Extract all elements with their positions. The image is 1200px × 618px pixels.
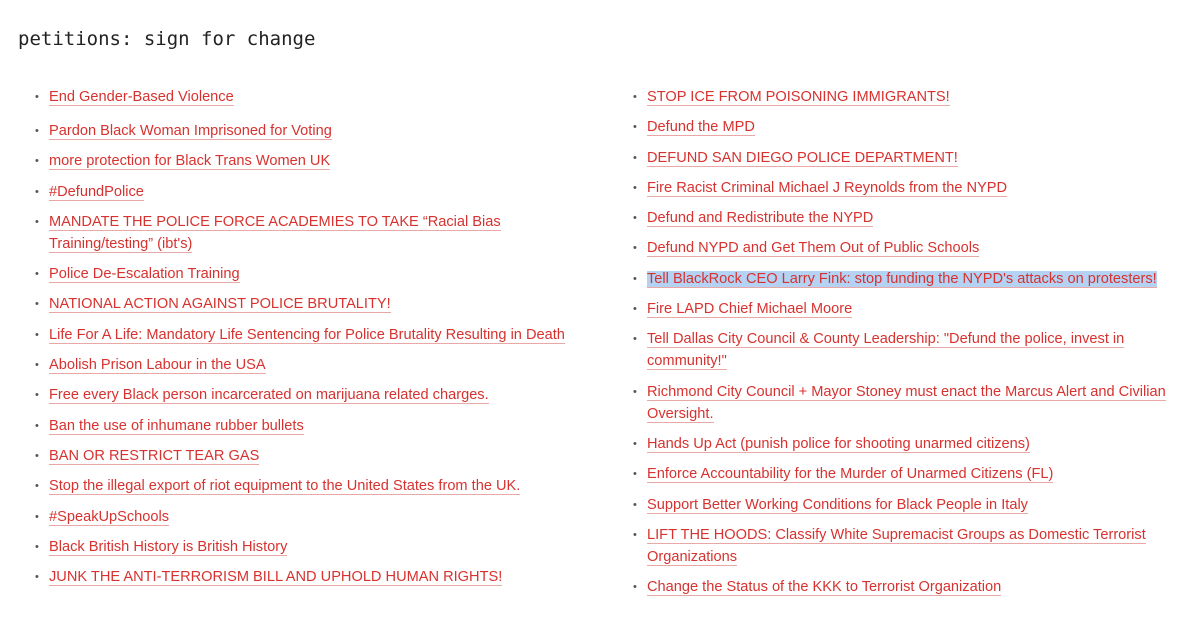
bullet-icon: • bbox=[633, 303, 637, 316]
petition-link[interactable]: Support Better Working Conditions for Black People in Italy bbox=[647, 496, 1028, 513]
list-item bbox=[633, 298, 1193, 320]
list-item bbox=[35, 445, 595, 467]
bullet-icon: • bbox=[35, 571, 39, 584]
list-item bbox=[35, 120, 595, 142]
bullet-icon: • bbox=[35, 268, 39, 281]
bullet-icon: • bbox=[35, 155, 39, 168]
petition-link[interactable]: Fire LAPD Chief Michael Moore bbox=[647, 301, 853, 318]
list-item bbox=[633, 381, 1193, 425]
bullet-icon: • bbox=[35, 328, 39, 341]
petition-link[interactable]: Defund the MPD bbox=[647, 119, 755, 136]
petition-link[interactable]: BAN OR RESTRICT TEAR GAS bbox=[49, 447, 260, 464]
petition-link[interactable]: Police De-Escalation Training bbox=[49, 266, 240, 283]
bullet-icon: • bbox=[35, 185, 39, 198]
list-item bbox=[633, 576, 1193, 598]
list-item bbox=[35, 384, 595, 406]
bullet-icon: • bbox=[35, 389, 39, 402]
list-item bbox=[35, 293, 595, 315]
petition-link[interactable]: STOP ICE FROM POISONING IMMIGRANTS! bbox=[647, 89, 950, 105]
page-title: petitions: sign for change bbox=[18, 28, 316, 50]
bullet-icon: • bbox=[633, 498, 637, 511]
petition-link[interactable]: #DefundPolice bbox=[49, 183, 144, 200]
bullet-icon: • bbox=[35, 449, 39, 462]
petition-link[interactable]: Fire Racist Criminal Michael J Reynolds from the NYPD bbox=[647, 179, 1008, 196]
list-item bbox=[633, 207, 1193, 229]
bullet-icon: • bbox=[633, 242, 637, 255]
bullet-icon: • bbox=[35, 215, 39, 228]
bullet-icon: • bbox=[35, 91, 39, 103]
bullet-icon: • bbox=[35, 480, 39, 493]
petition-link[interactable]: Pardon Black Woman Imprisoned for Voting bbox=[49, 123, 332, 139]
list-item bbox=[633, 433, 1193, 455]
petition-link-highlighted[interactable]: Tell BlackRock CEO Larry Fink: stop funding the NYPD's attacks on protesters! bbox=[647, 270, 1157, 287]
list-item bbox=[35, 86, 595, 108]
petition-link[interactable]: #SpeakUpSchools bbox=[49, 508, 170, 525]
list-item bbox=[35, 475, 595, 497]
list-item bbox=[633, 86, 1193, 108]
list-item bbox=[35, 150, 595, 172]
list-item bbox=[633, 328, 1193, 372]
bullet-icon: • bbox=[633, 212, 637, 225]
bullet-icon: • bbox=[633, 333, 637, 346]
petition-link[interactable]: Tell Dallas City Council & County Leadership: "Defund the police, invest in community!" bbox=[647, 331, 1125, 370]
list-item bbox=[35, 354, 595, 376]
petition-link[interactable]: NATIONAL ACTION AGAINST POLICE BRUTALITY! bbox=[49, 296, 391, 313]
petition-list-right bbox=[633, 86, 1193, 606]
petition-link[interactable]: End Gender-Based Violence bbox=[49, 89, 234, 105]
petition-link[interactable]: LIFT THE HOODS: Classify White Supremacist Groups as Domestic Terrorist Organizations bbox=[647, 526, 1146, 565]
bullet-icon: • bbox=[633, 468, 637, 481]
bullet-icon: • bbox=[35, 125, 39, 137]
bullet-icon: • bbox=[35, 540, 39, 553]
bullet-icon: • bbox=[35, 359, 39, 372]
petition-link[interactable]: Free every Black person incarcerated on marijuana related charges. bbox=[49, 387, 489, 404]
bullet-icon: • bbox=[35, 419, 39, 432]
petition-link[interactable]: Hands Up Act (punish police for shooting unarmed citizens) bbox=[647, 435, 1030, 452]
bullet-icon: • bbox=[35, 298, 39, 311]
list-item bbox=[633, 494, 1193, 516]
bullet-icon: • bbox=[633, 272, 637, 285]
petition-link[interactable]: DEFUND SAN DIEGO POLICE DEPARTMENT! bbox=[647, 149, 958, 166]
petition-list-left bbox=[35, 86, 595, 596]
list-item bbox=[633, 524, 1193, 568]
petition-link[interactable]: Change the Status of the KKK to Terrorist Organization bbox=[647, 579, 1002, 596]
petition-link[interactable]: MANDATE THE POLICE FORCE ACADEMIES TO TAKE “Racial Bias Training/testing” (ibt's) bbox=[49, 213, 501, 252]
list-item bbox=[35, 415, 595, 437]
petition-link[interactable]: Defund NYPD and Get Them Out of Public Schools bbox=[647, 240, 980, 257]
list-item bbox=[35, 324, 595, 346]
list-item bbox=[35, 566, 595, 588]
list-item bbox=[633, 463, 1193, 485]
bullet-icon: • bbox=[633, 91, 637, 103]
petition-link[interactable]: more protection for Black Trans Women UK bbox=[49, 153, 331, 170]
petition-link[interactable]: Life For A Life: Mandatory Life Sentencing for Police Brutality Resulting in Death bbox=[49, 326, 565, 343]
petition-link[interactable]: Richmond City Council + Mayor Stoney must enact the Marcus Alert and Civilian Oversight. bbox=[647, 383, 1166, 422]
petition-link[interactable]: JUNK THE ANTI-TERRORISM BILL AND UPHOLD HUMAN RIGHTS! bbox=[49, 569, 503, 586]
bullet-icon: • bbox=[633, 437, 637, 450]
list-item bbox=[35, 181, 595, 203]
petition-link[interactable]: Black British History is British History bbox=[49, 538, 288, 555]
petition-link[interactable]: Enforce Accountability for the Murder of Unarmed Citizens (FL) bbox=[647, 466, 1054, 483]
list-item bbox=[633, 237, 1193, 259]
bullet-icon: • bbox=[35, 510, 39, 523]
bullet-icon: • bbox=[633, 581, 637, 594]
bullet-icon: • bbox=[633, 181, 637, 194]
petition-link[interactable]: Defund and Redistribute the NYPD bbox=[647, 210, 874, 227]
list-item bbox=[35, 536, 595, 558]
list-item bbox=[35, 211, 595, 255]
list-item bbox=[633, 116, 1193, 138]
list-item bbox=[633, 147, 1193, 169]
petition-link[interactable]: Stop the illegal export of riot equipment to the United States from the UK. bbox=[49, 478, 521, 495]
bullet-icon: • bbox=[633, 528, 637, 541]
bullet-icon: • bbox=[633, 121, 637, 134]
list-item bbox=[633, 268, 1193, 290]
list-item bbox=[35, 263, 595, 285]
list-item bbox=[633, 177, 1193, 199]
bullet-icon: • bbox=[633, 385, 637, 398]
petition-link[interactable]: Abolish Prison Labour in the USA bbox=[49, 357, 266, 374]
petition-link[interactable]: Ban the use of inhumane rubber bullets bbox=[49, 417, 304, 434]
bullet-icon: • bbox=[633, 151, 637, 164]
list-item bbox=[35, 506, 595, 528]
